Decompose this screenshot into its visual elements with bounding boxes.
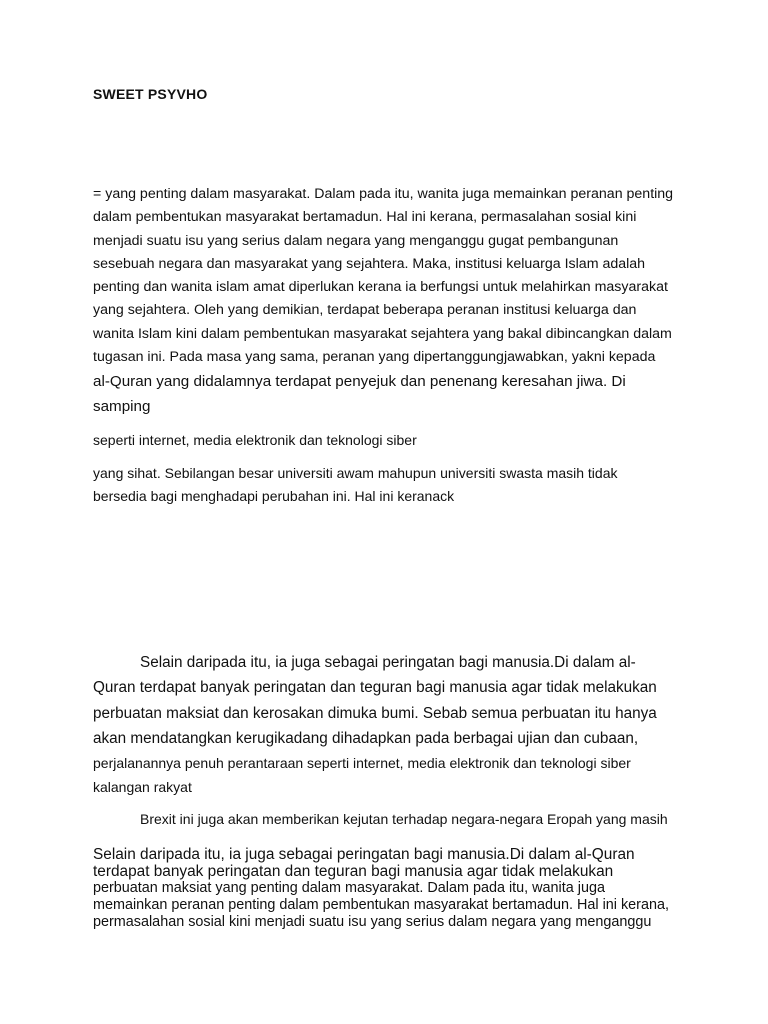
paragraph-3-line: Selain daripada itu, ia juga sebagai peringatan bagi manusia.Di dalam al- bbox=[140, 654, 636, 671]
paragraph-3-line: perjalanannya penuh perantaraan seperti internet, media elektronik dan teknologi siber bbox=[93, 755, 631, 772]
paragraph-1-line: samping bbox=[93, 398, 151, 416]
paragraph-1-line: al-Quran yang didalamnya terdapat penyejuk dan penenang keresahan jiwa. Di bbox=[93, 373, 626, 391]
paragraph-1 bbox=[93, 183, 683, 419]
paragraph-1-line: penting dan wanita islam amat diperlukan kerana ia berfungsi untuk melahirkan masyarakat bbox=[93, 279, 668, 296]
paragraph-4-line: Selain daripada itu, ia juga sebagai peringatan bagi manusia.Di dalam al-Quran bbox=[93, 846, 635, 863]
paragraph-2-line: bersedia bagi menghadapi perubahan ini. Hal ini keranack bbox=[93, 488, 455, 504]
paragraph-4-line: memainkan peranan penting dalam pembentukan masyarakat bertamadun. Hal ini kerana, bbox=[93, 897, 669, 913]
paragraph-3-line: perbuatan maksiat dan kerosakan dimuka bumi. Sebab semua perbuatan itu hanya bbox=[93, 704, 657, 722]
line-internet: seperti internet, media elektronik dan teknologi siber bbox=[93, 432, 417, 448]
paragraph-3-line: Quran terdapat banyak peringatan dan teguran bagi manusia agar tidak melakukan bbox=[93, 679, 657, 697]
paragraph-3-line: kalangan rakyat bbox=[93, 779, 192, 796]
paragraph-4-line: permasalahan sosial kini menjadi suatu isu yang serius dalam negara yang menganggu bbox=[93, 914, 652, 930]
paragraph-1-line: menjadi suatu isu yang serius dalam negara yang menganggu gugat pembangunan bbox=[93, 232, 619, 249]
paragraph-1-line: dalam pembentukan masyarakat bertamadun. Hal ini kerana, permasalahan sosial kini bbox=[93, 209, 637, 226]
paragraph-3 bbox=[93, 650, 683, 798]
paragraph-1-line: = yang penting dalam masyarakat. Dalam pada itu, wanita juga memainkan peranan penting bbox=[93, 186, 674, 202]
paragraph-3-line: akan mendatangkan kerugikadang dihadapkan pada berbagai ujian dan cubaan, bbox=[93, 729, 639, 747]
paragraph-4 bbox=[93, 846, 669, 931]
line-brexit: Brexit ini juga akan memberikan kejutan terhadap negara-negara Eropah yang masih bbox=[140, 811, 668, 827]
paragraph-2 bbox=[93, 462, 618, 508]
paragraph-1-line: sesebuah negara dan masyarakat yang sejahtera. Maka, institusi keluarga Islam adalah bbox=[93, 255, 646, 272]
document-title: SWEET PSYVHO bbox=[93, 86, 208, 102]
paragraph-1-line: tugasan ini. Pada masa yang sama, peranan yang dipertanggungjawabkan, yakni kepada bbox=[93, 349, 656, 366]
paragraph-4-line: terdapat banyak peringatan dan teguran bagi manusia agar tidak melakukan bbox=[93, 863, 614, 880]
paragraph-2-line: yang sihat. Sebilangan besar universiti awam mahupun universiti swasta masih tidak bbox=[93, 465, 618, 481]
paragraph-1-line: wanita Islam kini dalam pembentukan masyarakat sejahtera yang bakal dibincangkan dalam bbox=[93, 325, 672, 342]
paragraph-4-line: perbuatan maksiat yang penting dalam masyarakat. Dalam pada itu, wanita juga bbox=[93, 880, 605, 896]
paragraph-1-line: yang sejahtera. Oleh yang demikian, terdapat beberapa peranan institusi keluarga dan bbox=[93, 302, 637, 319]
